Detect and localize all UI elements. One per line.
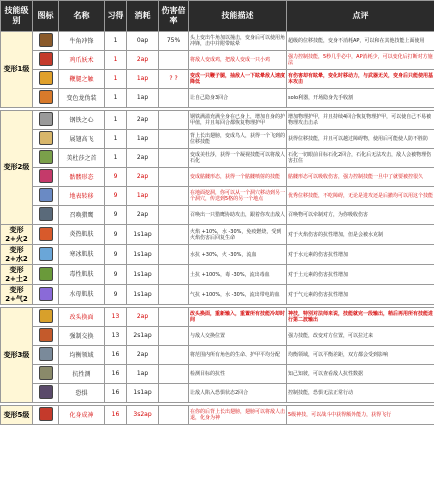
- skill-cost: 1ap: [127, 187, 159, 206]
- skill-learn-level: 9: [105, 285, 127, 305]
- table-row: [1, 384, 434, 403]
- skill-icon-cell: [33, 149, 59, 168]
- skill-icon-cell: [33, 70, 59, 89]
- skill-name: 化身成神: [59, 406, 105, 425]
- skill-learn-level: 16: [105, 384, 127, 403]
- skill-learn-level: 16: [105, 406, 127, 425]
- skill-icon-cell: [33, 206, 59, 225]
- table-row: [1, 187, 434, 206]
- skill-description: 改头换面，重新输入，重置所有技能冷却时间: [189, 308, 287, 327]
- skill-cost: 1s1ap: [127, 285, 159, 305]
- skill-cost: 1ap: [127, 365, 159, 384]
- skill-name: 地表转移: [59, 187, 105, 206]
- skill-name: 展翅高飞: [59, 130, 105, 149]
- skill-icon-cell: [33, 187, 59, 206]
- table-row: [1, 206, 434, 225]
- skill-multiplier: 75%: [159, 32, 189, 51]
- skill-multiplier: [159, 149, 189, 168]
- skill-comment: 石化一切眼前目标石化2回合，石化后无法攻击，敌人会被物理伤害扛住: [287, 149, 434, 168]
- skill-description: 在地面挖洞，你可以从一个洞穴移动到另一个洞穴，传送到5格的另一个地点: [189, 187, 287, 206]
- skill-icon-cell: [33, 285, 59, 305]
- skill-level-cell: 变形2+气2: [1, 285, 33, 305]
- skill-multiplier: [159, 365, 189, 384]
- skill-description: 火焰 +10%，水 -30%，免疫燃烧，受到火焰伤害后回复生命: [189, 225, 287, 245]
- skill-multiplier: [159, 406, 189, 425]
- table-row: [1, 168, 434, 187]
- skill-icon: [39, 90, 53, 104]
- skill-learn-level: 16: [105, 365, 127, 384]
- skill-level-cell: 变形1级: [1, 32, 33, 108]
- table-row: [1, 346, 434, 365]
- skill-icon: [39, 407, 53, 421]
- skill-icon: [39, 227, 53, 241]
- header-row: [1, 1, 434, 32]
- skill-icon-cell: [33, 168, 59, 187]
- skill-icon-cell: [33, 346, 59, 365]
- table-row: [1, 111, 434, 130]
- skill-cost: 2ap: [127, 51, 159, 70]
- skill-name: 恐惧: [59, 384, 105, 403]
- skill-level-cell: 变形2+火2: [1, 225, 33, 245]
- skill-learn-level: 1: [105, 111, 127, 130]
- skill-learn-level: 16: [105, 346, 127, 365]
- skill-name: 抗性测: [59, 365, 105, 384]
- table-row: [1, 51, 434, 70]
- skill-icon: [39, 71, 53, 85]
- header-level: 技能级别: [1, 1, 33, 32]
- skill-description: 让自己隐身3回合: [189, 89, 287, 108]
- skill-icon-cell: [33, 130, 59, 149]
- skill-description: 土抗 +100%，毒 -30%，流出毒血: [189, 265, 287, 285]
- skill-icon: [39, 131, 53, 145]
- skill-icon-cell: [33, 111, 59, 130]
- table-row: [1, 225, 434, 245]
- skill-multiplier: [159, 308, 189, 327]
- skill-comment: 超级的位移技能，变身不消耗AP，可以和在其他技能上面使用: [287, 32, 434, 51]
- skill-comment: 优秀位移技能，不吃障碍，无论是进攻还是后撤均可以用这个技能: [287, 187, 434, 206]
- table-row: [1, 149, 434, 168]
- header-name: 名称: [59, 1, 105, 32]
- skill-learn-level: 9: [105, 225, 127, 245]
- skill-learn-level: 9: [105, 168, 127, 187]
- skill-name: 召唤猎鹰: [59, 206, 105, 225]
- skill-multiplier: [159, 285, 189, 305]
- skill-icon-cell: [33, 89, 59, 108]
- skill-level-cell: 变形2级: [1, 111, 33, 225]
- skill-description: 与敌人交换位置: [189, 327, 287, 346]
- skill-icon-cell: [33, 225, 59, 245]
- skill-icon: [39, 33, 53, 47]
- skill-cost: 1ap: [127, 130, 159, 149]
- skill-name: 变色龙伪装: [59, 89, 105, 108]
- table-row: [1, 285, 434, 305]
- skill-description: 召唤出一只猎鹰协助攻击，跟着你攻击敌人: [189, 206, 287, 225]
- skill-description: 钢铁满溢充满全身在已身上，增加自身的护甲值，并且每回合都恢复物理护甲: [189, 111, 287, 130]
- skill-table-body: [1, 32, 434, 425]
- skill-multiplier: [159, 187, 189, 206]
- skill-multiplier: [159, 346, 189, 365]
- skill-name: 钢铁之心: [59, 111, 105, 130]
- skill-icon: [39, 247, 53, 261]
- skill-description: 背上长出翅膀，变成鸟人，获得一个飞到的位移技能: [189, 130, 287, 149]
- skill-comment: 获得位移技能，并且可以越过障碍物，使用后可能使人防不胜防: [287, 130, 434, 149]
- skill-cost: 3s2ap: [127, 406, 159, 425]
- skill-description: 让敌人陷入恐惧状态2回合: [189, 384, 287, 403]
- skill-name: 鸡爪妖术: [59, 51, 105, 70]
- skill-name: 水母肌肤: [59, 285, 105, 305]
- skill-multiplier: [159, 206, 189, 225]
- table-row: [1, 130, 434, 149]
- skill-icon: [39, 52, 53, 66]
- skill-cost: 0ap: [127, 32, 159, 51]
- header-cost: 消耗: [127, 1, 159, 32]
- skill-icon-cell: [33, 308, 59, 327]
- skill-multiplier: [159, 384, 189, 403]
- skill-icon-cell: [33, 245, 59, 265]
- skill-icon: [39, 385, 53, 399]
- skill-learn-level: 1: [105, 89, 127, 108]
- skill-name: 均衡领域: [59, 346, 105, 365]
- skill-name: 毒性肌肤: [59, 265, 105, 285]
- skill-icon-cell: [33, 265, 59, 285]
- skill-name: 骷髅形态: [59, 168, 105, 187]
- skill-icon: [39, 347, 53, 361]
- skill-cost: 2ap: [127, 168, 159, 187]
- skill-icon-cell: [33, 327, 59, 346]
- skill-description: 变成骷髅形态，获得一个骷髅喷射的技能: [189, 168, 287, 187]
- skill-comment: 增加物理护甲，并且持续4回合恢复物理护甲，可以使自己不易被物理攻击击杀: [287, 111, 434, 130]
- skill-multiplier: [159, 111, 189, 130]
- skill-comment: 5级神技，可以战斗中获得额外能力，获得飞行: [287, 406, 434, 425]
- skill-level-cell: 变形5级: [1, 406, 33, 425]
- skill-icon: [39, 207, 53, 221]
- skill-icon: [39, 287, 53, 301]
- header-learn: 习得: [105, 1, 127, 32]
- skill-icon-cell: [33, 365, 59, 384]
- header-desc: 技能描述: [189, 1, 287, 32]
- header-icon: 图标: [33, 1, 59, 32]
- skill-cost: 1s1ap: [127, 245, 159, 265]
- skill-comment: 均衡领域，可以平衡差距，双方都会受到影响: [287, 346, 434, 365]
- skill-learn-level: 9: [105, 265, 127, 285]
- skill-name: 牛角冲锋: [59, 32, 105, 51]
- skill-learn-level: 13: [105, 308, 127, 327]
- skill-multiplier: [159, 225, 189, 245]
- skill-icon: [39, 366, 53, 380]
- skill-multiplier: [159, 327, 189, 346]
- skill-icon: [39, 328, 53, 342]
- skill-description: 将敌人变成鸡，把敌人变成一只小鸡: [189, 51, 287, 70]
- skill-learn-level: 13: [105, 327, 127, 346]
- table-row: [1, 308, 434, 327]
- skill-cost: 1ap: [127, 89, 159, 108]
- table-row: [1, 365, 434, 384]
- skill-icon: [39, 309, 53, 323]
- skill-description: 将范围内所有角色的生命、护甲平均分配: [189, 346, 287, 365]
- table-row: [1, 32, 434, 51]
- skill-icon: [39, 112, 53, 126]
- skill-cost: 2ap: [127, 149, 159, 168]
- skill-comment: 神技，特别对法师来说，技能就完一段输出，稍后再用所有技能进行第二波输出: [287, 308, 434, 327]
- skill-learn-level: 9: [105, 245, 127, 265]
- skill-icon: [39, 188, 53, 202]
- skill-cost: 2ap: [127, 346, 159, 365]
- skill-name: 鞭腿之触: [59, 70, 105, 89]
- skill-name: 改头换面: [59, 308, 105, 327]
- skill-name: 强制交换: [59, 327, 105, 346]
- skill-cost: 1s1ap: [127, 225, 159, 245]
- skill-description: 水抗 +30%，火 -30%，流血: [189, 245, 287, 265]
- skill-description: 气抗 +100%，水 -30%，流出带电的血: [189, 285, 287, 305]
- skill-icon: [39, 169, 53, 183]
- skill-name: 寒冰肌肤: [59, 245, 105, 265]
- table-row: [1, 245, 434, 265]
- skill-learn-level: 9: [105, 206, 127, 225]
- skill-comment: 骷髅形态可以吸收伤害，强力控制技能一旦中了就要被控很久: [287, 168, 434, 187]
- skill-description: 变成一只鞭子腿，抽敌人一下眩晕敌人速度降低: [189, 70, 287, 89]
- skill-icon: [39, 150, 53, 164]
- skill-icon: [39, 267, 53, 281]
- skill-multiplier: [159, 89, 189, 108]
- skill-comment: 对于火焰伤害的抗性增加，但是会被水克制: [287, 225, 434, 245]
- header-mult: 伤害倍率: [159, 1, 189, 32]
- skill-level-cell: 变形3级: [1, 308, 33, 403]
- skill-description: 头上变出牛角加以撞击，变身后可以使用角冲锋，击中并附带眩晕: [189, 32, 287, 51]
- skill-learn-level: 9: [105, 187, 127, 206]
- skill-icon-cell: [33, 51, 59, 70]
- skill-multiplier: [159, 265, 189, 285]
- table-row: [1, 406, 434, 425]
- skill-cost: 1s1ap: [127, 265, 159, 285]
- skill-comment: 强力控制技能，5秒几乎必中，AP消耗少，可以变化后打断对方施法: [287, 51, 434, 70]
- skill-multiplier: [159, 168, 189, 187]
- skill-multiplier: ? ?: [159, 70, 189, 89]
- skill-comment: 对于水元素的伤害抗性增加: [287, 245, 434, 265]
- skill-cost: 1s1ap: [127, 384, 159, 403]
- skill-multiplier: [159, 245, 189, 265]
- skill-name: 炎热肌肤: [59, 225, 105, 245]
- skill-comment: 召唤物可以牵制对方，为你吸收伤害: [287, 206, 434, 225]
- table-row: [1, 89, 434, 108]
- skill-comment: 对于气元素的伤害抗性增加: [287, 285, 434, 305]
- skill-icon-cell: [33, 384, 59, 403]
- skill-description: 在你的后背上长出翅膀，翅膀可以将敌人击退，化身为神: [189, 406, 287, 425]
- table-row: [1, 70, 434, 89]
- skill-comment: solo利器，开场隐身先手收割: [287, 89, 434, 108]
- skill-cost: 1ap: [127, 70, 159, 89]
- skill-level-cell: 变形2+土2: [1, 265, 33, 285]
- skill-learn-level: 1: [105, 70, 127, 89]
- skill-level-cell: 变形2+水2: [1, 245, 33, 265]
- table-row: [1, 327, 434, 346]
- skill-multiplier: [159, 51, 189, 70]
- skill-description: 变成美杜莎，获得一个凝视技能可以将敌人石化: [189, 149, 287, 168]
- skill-name: 美杜莎之首: [59, 149, 105, 168]
- skill-description: 检测目标的抗性: [189, 365, 287, 384]
- table-row: [1, 265, 434, 285]
- skill-multiplier: [159, 130, 189, 149]
- skill-comment: 有伤害却有眩晕，变化时移动力，与武器无关，变身后只能使用基本攻击: [287, 70, 434, 89]
- skill-comment: 对于土元素的伤害抗性增加: [287, 265, 434, 285]
- skill-icon-cell: [33, 406, 59, 425]
- header-comment: 点评: [287, 1, 434, 32]
- skill-cost: 2ap: [127, 308, 159, 327]
- skill-icon-cell: [33, 32, 59, 51]
- skill-comment: 知己知彼，可以查看敌人抗性数据: [287, 365, 434, 384]
- skill-learn-level: 1: [105, 32, 127, 51]
- skill-learn-level: 1: [105, 51, 127, 70]
- skill-cost: 2ap: [127, 206, 159, 225]
- skill-cost: 2ap: [127, 111, 159, 130]
- skill-learn-level: 1: [105, 130, 127, 149]
- skill-comment: 强力技能，改变对方位置，可以拉过来: [287, 327, 434, 346]
- skill-comment: 控制技能，恐惧无法正常行动: [287, 384, 434, 403]
- skill-cost: 2s1ap: [127, 327, 159, 346]
- skill-learn-level: 1: [105, 149, 127, 168]
